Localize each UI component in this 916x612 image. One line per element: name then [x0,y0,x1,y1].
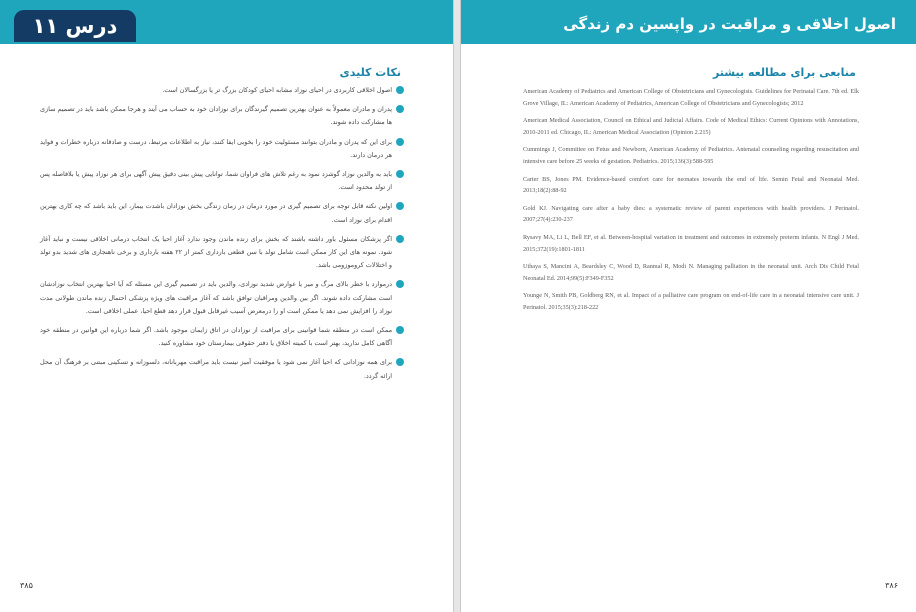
list-item-text: درموارد با خطر بالای مرگ و میر یا عوارض شدید نوزادی، والدین باید در تصمیم گیری این مسئله که آیا احیا بهترین انتخاب نوزادشان است مشارکت داده شوند. اگر بین والدین ومراقبان توافق باشد که آغاز مراقبت های ویژه پزشکی احتمال زنده ماندن طولانی مدت نوزاد را افزایش نمی دهد یا ممکن است او را درمعرض آسیب غیرقابل قبول قرار دهد قطع احیا، عملی اخلاقی است. [40,280,392,315]
reference-entry: Rysavy MA, Li L, Bell EF, et al. Between-hospital variation in treatment and outcomes in extremely preterm infants. N Engl J Med. 2015;372(19):1801-1811 [523,233,859,253]
list-item-text: پدران و مادران معمولاً به عنوان بهترین تصمیم گیرندگان برای نوزادان خود به حساب می آیند و هرجا ممکن باشد باید در تصمیم سازی ها مشارکت داده شوند. [40,105,392,127]
bullet-dot-icon [396,105,404,113]
reference-entry: Gold KJ. Navigating care after a baby dies: a systematic review of parent experiences with health providers. J Perinatol. 2007;27(4):230-237 [523,204,859,224]
list-item-text: ممکن است در منطقه شما قوانینی برای مراقبت از نوزادان در اتاق زایمان موجود باشد. اگر شما درباره این قوانین در منطقه خود آگاهی کامل ندارید، بهتر است با کمیته اخلاق یا دفتر حقوقی بیمارستان خود مشاوره کنید. [40,326,392,348]
reference-entry: American Medical Association, Council on Ethical and Judicial Affairs. Code of Medical Ethics: Current Opinions with Annotations, 2010-2011 ed. Chicago, IL: American Medical Association (Opinion 2.215) [523,117,859,136]
reference-entry: Uthaya S, Mancini A, Beardsley C, Wood D, Ranmal R, Modi N. Managing palliation in the neonatal unit. Arch Dis Child Fetal Neonatal Ed. 2014;99(5):F349-F352 [523,263,859,282]
list-item-text: اگر پزشکان مسئول باور داشته باشند که بخش برای زنده ماندن وجود ندارد آغاز احیا یک انتخاب درمانی اخلاقی نیست و نباید آغاز شود. نمونه های این کار ممکن است شامل تولد با سن قطعی بارداری کمتر از ۲۲ هفته بارداری و برخی ناهنجاری های شدید بدو تولد و اختلالات کروموزومی باشد. [40,234,392,270]
list-item-text: اولین نکته قابل توجه برای تصمیم گیری در مورد درمان در زمان زندگی بخش نوزادان باشدت بیمار، این باید باشد که چه کاری بهترین اقدام برای نوزاد است. [40,202,392,224]
list-item [40,200,402,226]
page-number-right: ۳۸۶ [885,581,898,590]
further-reading-heading: منابعی برای مطالعه بیشتر [712,66,856,79]
list-item [40,356,402,382]
reference-entry: Cummings J, Committee on Fetus and Newborn, American Academy of Pediatrics. Antenatal counseling regarding resuscitation and intensive care before 25 weeks of gestation. Pediatrics. 2015;136(3):588-595 [523,146,859,165]
list-item [40,278,402,318]
list-item-text: باید به والدین نوزاد گوشزد نمود به رغم تلاش های فراوان شما، توانایی پیش بینی دقیق پیش آگهی برای هر نوزاد پیش یا بلافاصله پس از تولد محدود است. [40,170,392,192]
list-item-text: اصول اخلاقی کاربردی در احیای نوزاد مشابه احیای کودکان بزرگ تر یا بزرگسالان است. [162,86,392,94]
bullet-dot-icon [396,170,404,178]
list-item-text: برای همه نوزادانی که احیا آغاز نمی شود یا موفقیت آمیز نیست باید مراقبت مهربانانه، دلسوزانه و تسکینی مبتنی بر فرهنگ آن محل ارائه گردد. [40,358,392,380]
bullet-dot-icon [396,326,404,334]
bullet-dot-icon [396,202,404,210]
list-item [40,233,402,273]
page-number-left: ۳۸۵ [20,581,33,590]
lesson-tab: درس ۱۱ [14,10,136,42]
bullet-dot-icon [396,235,404,243]
list-item [40,324,402,350]
left-page [0,0,454,612]
reference-entry: Carter BS, Jones PM. Evidence-based comfort care for neonates towards the end of life. Semin Fetal and Neonatal Med. 2013;18(2):88-92 [523,175,859,195]
right-page [460,0,916,612]
key-points-list [40,84,402,389]
list-item [40,84,402,97]
bullet-dot-icon [396,86,404,94]
key-points-heading: نکات کلیدی [339,66,401,79]
reference-entry: Younge N, Smith PB, Goldberg RN, et al. Impact of a palliative care program on end-of-life care in a neonatal intensive care unit. J Perinatol. 2015;35(3):218-222 [523,292,859,311]
list-item [40,103,402,129]
bullet-dot-icon [396,280,404,288]
reference-entry: American Academy of Pediatrics and American College of Obstetricians and Gynecologists. Guidelines for Perinatal Care. 7th ed. Elk Grove Village, IL: American Academy of Pediatrics, American College of Obstetricians and Gynecologists; 2012 [523,88,859,107]
list-item [40,136,402,162]
references-list [523,86,859,320]
chapter-running-head: اصول اخلاقی و مراقبت در واپسین دم زندگی [563,15,896,33]
bullet-dot-icon [396,358,404,366]
list-item-text: برای این که پدران و مادران بتوانند مسئولیت خود را بخوبی ایفا کنند، نیاز به اطلاعات مرتبط، درست و صادقانه درباره خطرات و فواید هر درمان دارند. [40,137,392,159]
list-item [40,168,402,194]
bullet-dot-icon [396,138,404,146]
